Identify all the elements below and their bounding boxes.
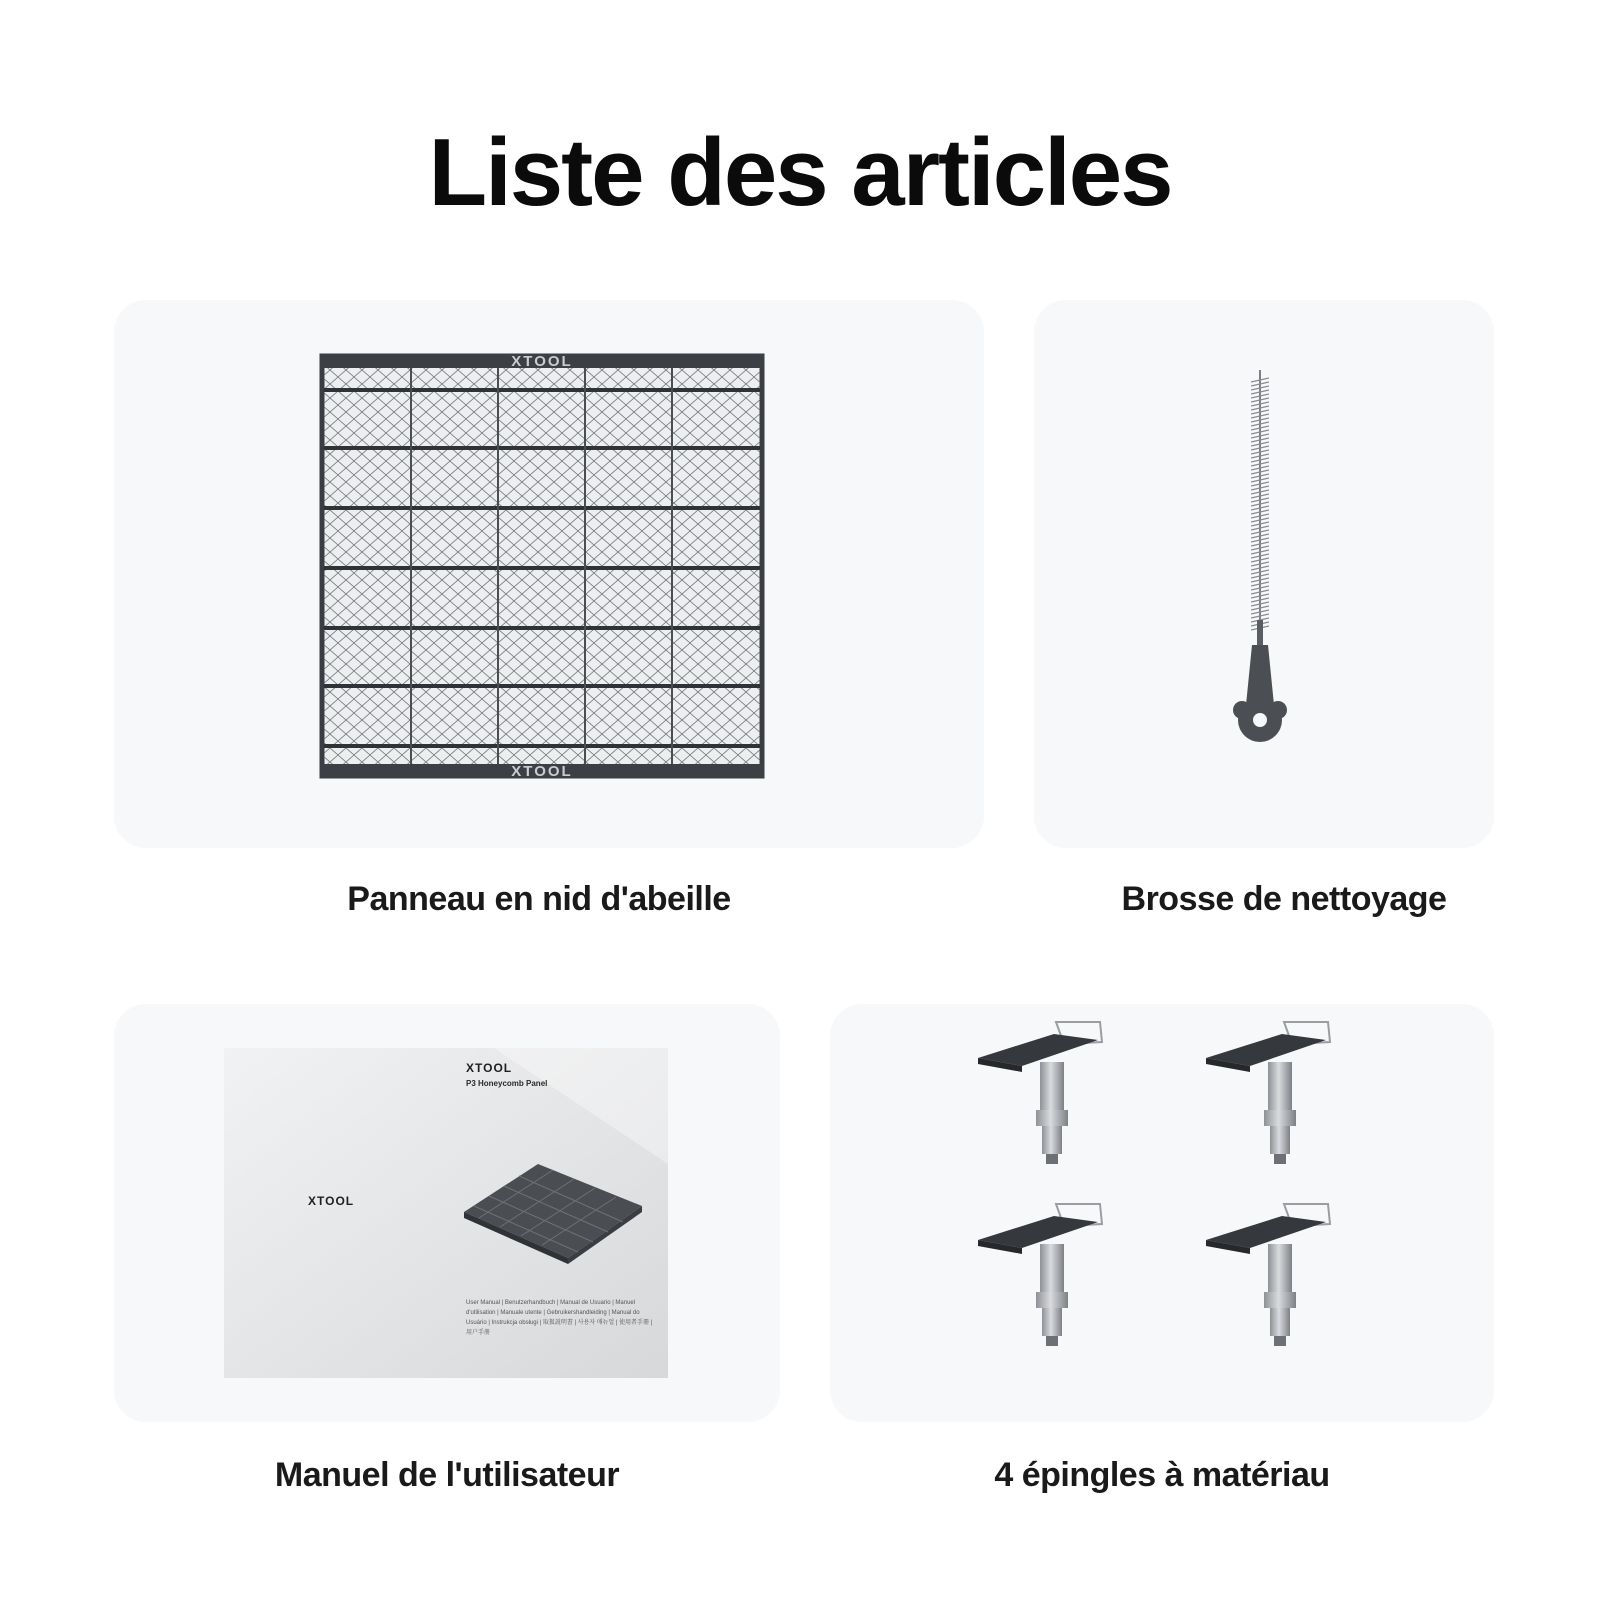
honeycomb-panel-image [114, 300, 984, 848]
user-manual-label: Manuel de l'utilisateur [274, 1456, 620, 1494]
user-manual-card [114, 1004, 780, 1422]
material-pins-card [830, 1004, 1494, 1422]
material-pins-image [830, 1004, 1494, 1422]
panel-brand-top: XTOOL [511, 353, 573, 370]
manual-languages-line1: User Manual | Benutzerhandbuch | Manual de Usuario | Manuel [466, 1300, 636, 1306]
page-title: Liste des articles [428, 119, 1172, 226]
panel-brand-bottom: XTOOL [511, 763, 573, 780]
honeycomb-panel-card [114, 300, 984, 848]
manual-product: P3 Honeycomb Panel [466, 1079, 548, 1088]
cleaning-brush-image [1034, 300, 1494, 848]
manual-languages-line3: Usuário | Instrukcja obsługi | 取扱説明書 | 사용자 매뉴얼 | 使用者手冊 | [466, 1320, 653, 1326]
manual-languages-line4: 用户手册 [466, 1330, 491, 1336]
honeycomb-panel-label: Panneau en nid d'abeille [347, 880, 731, 918]
manual-languages-line2: d'utilisation | Manuale utente | Gebruikershandleiding | Manual do [466, 1310, 640, 1316]
cleaning-brush-label: Brosse de nettoyage [1121, 880, 1447, 918]
cleaning-brush-card [1034, 300, 1494, 848]
manual-cover-brand: XTOOL [308, 1194, 355, 1208]
manual-brand: XTOOL [466, 1061, 513, 1075]
material-pins-label: 4 épingles à matériau [994, 1456, 1330, 1494]
user-manual-image [114, 1004, 780, 1422]
